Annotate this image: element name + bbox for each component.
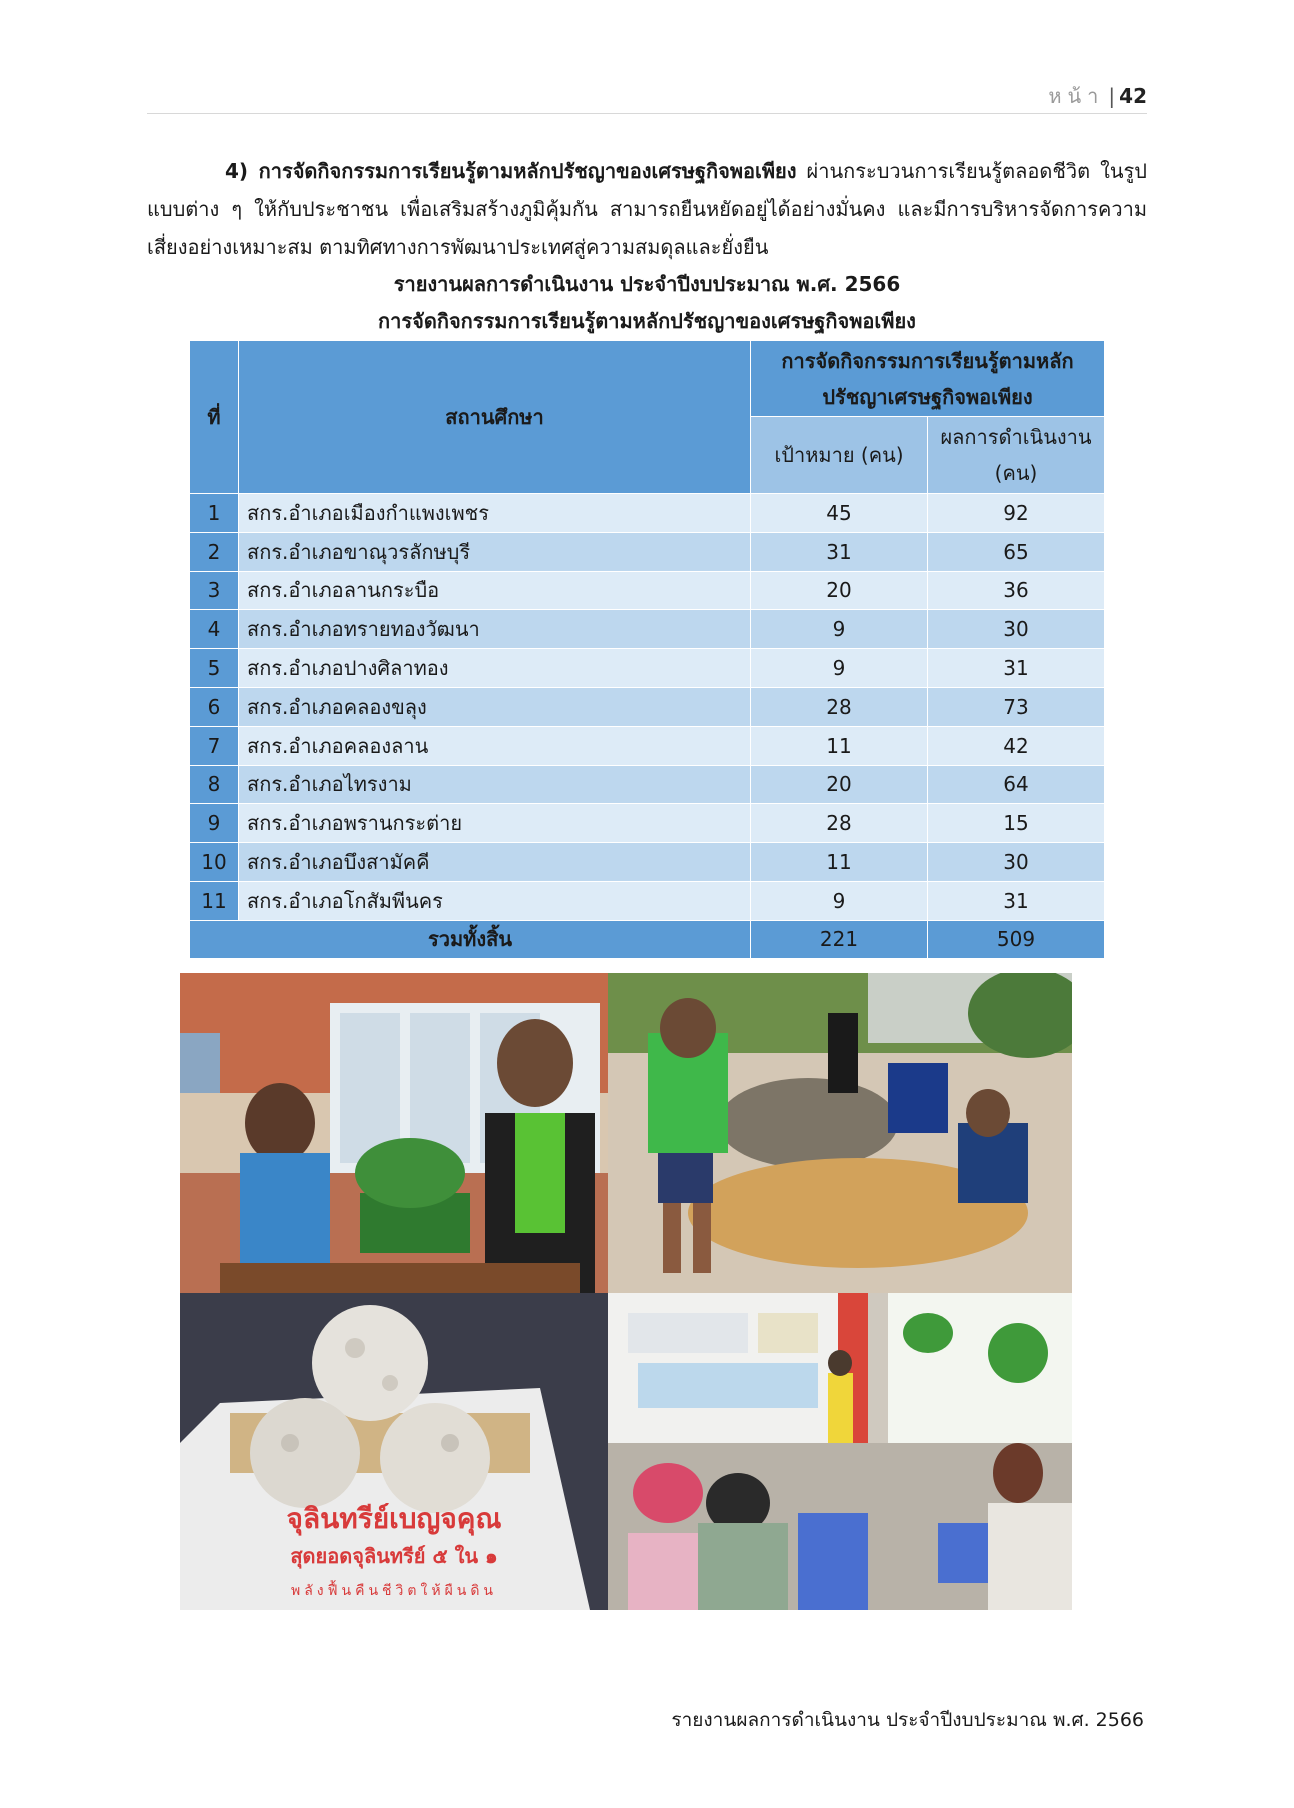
photo-microbial-balls [180, 1293, 608, 1610]
product-tagline-text: สุดยอดจุลินทรีย์ ๕ ใน ๑ [290, 1544, 498, 1568]
row-number: 2 [190, 532, 239, 571]
row-result: 30 [928, 610, 1105, 649]
row-number: 4 [190, 610, 239, 649]
table-title-2: การจัดกิจกรรมการเรียนรู้ตามหลักปรัชญาของเศรษฐกิจพอเพียง [378, 309, 916, 333]
table-row [190, 881, 1105, 920]
row-school: สกร.อำเภอทรายทองวัฒนา [239, 610, 751, 649]
total-row [190, 920, 1105, 958]
table-row [190, 494, 1105, 533]
table-row [190, 649, 1105, 688]
row-result: 64 [928, 765, 1105, 804]
row-target: 9 [751, 881, 928, 920]
photo-training-session [608, 1293, 1072, 1610]
photo-soil-mixing [608, 973, 1072, 1293]
table-row [190, 726, 1105, 765]
row-school: สกร.อำเภอขาณุวรลักษบุรี [239, 532, 751, 571]
page-header [1048, 80, 1147, 112]
intro-paragraph [147, 152, 1147, 266]
row-number: 3 [190, 571, 239, 610]
header-divider [147, 113, 1147, 114]
row-number: 7 [190, 726, 239, 765]
page-number: 42 [1119, 84, 1147, 108]
product-name-text: จุลินทรีย์เบญจคุณ [286, 1502, 502, 1535]
total-result: 509 [928, 920, 1105, 958]
row-result: 30 [928, 843, 1105, 882]
row-result: 65 [928, 532, 1105, 571]
row-school: สกร.อำเภอไทรงาม [239, 765, 751, 804]
row-school: สกร.อำเภอลานกระบือ [239, 571, 751, 610]
row-target: 31 [751, 532, 928, 571]
row-number: 11 [190, 881, 239, 920]
row-result: 15 [928, 804, 1105, 843]
header-target: เป้าหมาย (คน) [751, 417, 928, 494]
row-target: 45 [751, 494, 928, 533]
row-school: สกร.อำเภอเมืองกำแพงเพชร [239, 494, 751, 533]
row-target: 28 [751, 687, 928, 726]
page-label: หน้า [1048, 84, 1105, 108]
page-separator: | [1108, 84, 1116, 108]
row-target: 28 [751, 804, 928, 843]
row-target: 9 [751, 649, 928, 688]
row-result: 73 [928, 687, 1105, 726]
results-table [189, 340, 1105, 959]
table-row [190, 843, 1105, 882]
row-number: 9 [190, 804, 239, 843]
header-group: การจัดกิจกรรมการเรียนรู้ตามหลักปรัชญาเศรษฐกิจพอเพียง [751, 341, 1105, 417]
page-footer: รายงานผลการดำเนินงาน ประจำปีงบประมาณ พ.ศ. 2566 [671, 1709, 1144, 1731]
row-school: สกร.อำเภอคลองขลุง [239, 687, 751, 726]
intro-body: ผ่านกระบวนการเรียนรู้ตลอดชีวิต ในรูปแบบต่าง ๆ ให้กับประชาชน เพื่อเสริมสร้างภูมิคุ้มกัน สามารถยืนหยัดอยู่ได้อย่างมั่นคง และมีการบริหารจัดการความเสี่ยงอย่างเหมาะสม ตามทิศทางการพัฒนาประเทศสู่ความสมดุลและยั่งยืน [147, 159, 1147, 259]
row-number: 5 [190, 649, 239, 688]
row-target: 20 [751, 571, 928, 610]
table-row [190, 687, 1105, 726]
row-school: สกร.อำเภอพรานกระต่าย [239, 804, 751, 843]
row-school: สกร.อำเภอบึงสามัคคี [239, 843, 751, 882]
table-row [190, 532, 1105, 571]
product-slogan-text: พลังฟื้นคืนชีวิตให้ผืนดิน [290, 1583, 498, 1599]
table-row [190, 610, 1105, 649]
plant-activity-image [180, 973, 608, 1293]
row-result: 42 [928, 726, 1105, 765]
row-target: 9 [751, 610, 928, 649]
row-result: 31 [928, 649, 1105, 688]
row-result: 92 [928, 494, 1105, 533]
total-target: 221 [751, 920, 928, 958]
table-title-1: รายงานผลการดำเนินงาน ประจำปีงบประมาณ พ.ศ. 2566 [393, 272, 901, 296]
training-session-image [608, 1293, 1072, 1610]
row-number: 1 [190, 494, 239, 533]
row-school: สกร.อำเภอคลองลาน [239, 726, 751, 765]
header-result: ผลการดำเนินงาน (คน) [928, 417, 1105, 494]
row-result: 36 [928, 571, 1105, 610]
intro-lead: 4) การจัดกิจกรรมการเรียนรู้ตามหลักปรัชญาของเศรษฐกิจพอเพียง [225, 159, 797, 183]
microbial-balls-image [180, 1293, 608, 1610]
total-label: รวมทั้งสิ้น [190, 920, 751, 958]
row-target: 11 [751, 726, 928, 765]
row-school: สกร.อำเภอปางศิลาทอง [239, 649, 751, 688]
row-number: 10 [190, 843, 239, 882]
header-school: สถานศึกษา [239, 341, 751, 494]
row-result: 31 [928, 881, 1105, 920]
table-row [190, 765, 1105, 804]
table-row [190, 804, 1105, 843]
row-school: สกร.อำเภอโกสัมพีนคร [239, 881, 751, 920]
photo-plant-activity [180, 973, 608, 1293]
row-number: 8 [190, 765, 239, 804]
table-row [190, 571, 1105, 610]
row-target: 11 [751, 843, 928, 882]
row-number: 6 [190, 687, 239, 726]
header-no: ที่ [190, 341, 239, 494]
row-target: 20 [751, 765, 928, 804]
soil-mixing-image [608, 973, 1072, 1293]
